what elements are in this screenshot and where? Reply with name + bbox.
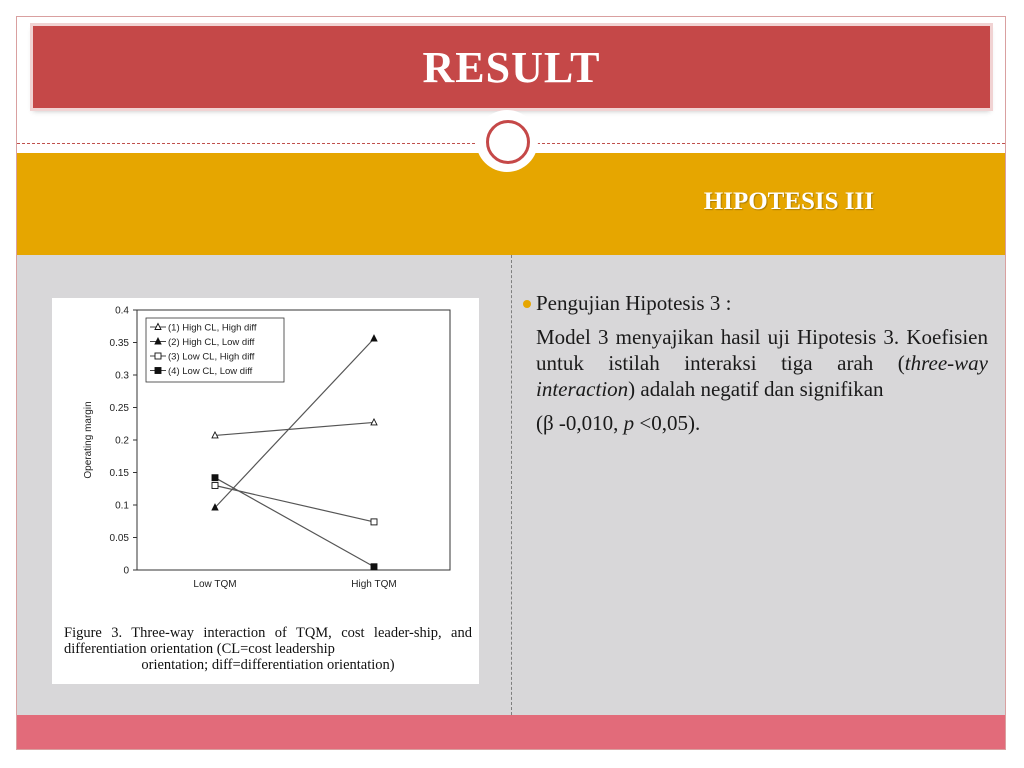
figure — [52, 298, 479, 684]
y-tick-label: 0.4 — [115, 305, 129, 317]
y-tick-label: 0.35 — [109, 338, 129, 349]
legend-label: (4) Low CL, Low diff — [168, 366, 253, 377]
y-tick-label: 0.1 — [115, 500, 129, 512]
body-text-part2: ) adalah negatif dan signifikan — [628, 377, 884, 401]
legend-label: (2) High CL, Low diff — [168, 337, 255, 348]
bullet-heading: Pengujian Hipotesis 3 : — [536, 291, 732, 315]
x-tick-label: High TQM — [351, 579, 397, 590]
legend-marker — [155, 353, 161, 359]
legend-marker — [155, 368, 161, 374]
figure-caption — [64, 625, 472, 673]
bullet-item — [536, 290, 988, 316]
text-column — [518, 290, 988, 436]
column-divider — [511, 255, 512, 715]
y-tick-label: 0.25 — [109, 403, 129, 414]
statistic-line — [536, 410, 988, 436]
body-paragraph — [536, 324, 988, 402]
title-bar — [33, 26, 990, 108]
data-point-series-3 — [371, 519, 377, 525]
y-tick-label: 0.05 — [109, 533, 129, 544]
decorative-ring-icon — [486, 120, 530, 164]
y-tick-label: 0.3 — [115, 370, 129, 382]
x-tick-label: Low TQM — [193, 579, 237, 590]
body-text-part1: Model 3 menyajikan hasil uji Hipotesis 3. Koefisien untuk istilah interaksi tiga arah ( — [536, 325, 988, 375]
data-point-series-3 — [212, 483, 218, 489]
stat-p: p — [623, 411, 635, 435]
line-chart — [52, 298, 479, 623]
y-tick-label: 0 — [123, 565, 129, 577]
series-line-4 — [215, 478, 374, 567]
y-tick-label: 0.15 — [109, 468, 129, 479]
data-point-series-2 — [371, 335, 377, 341]
data-point-series-1 — [371, 419, 377, 425]
legend-label: (3) Low CL, High diff — [168, 351, 255, 363]
figure-caption-last-line: orientation; diff=differentiation orientation) — [141, 657, 395, 673]
stat-prefix: (β -0,010, — [536, 411, 624, 435]
slide-subtitle: HIPOTESIS III — [703, 188, 874, 215]
footer-band — [17, 715, 1005, 749]
series-line-1 — [215, 422, 374, 435]
slide-title: RESULT — [422, 42, 601, 92]
bullet-dot-icon — [523, 300, 531, 308]
body-text-italic: three-way interaction — [536, 351, 988, 401]
y-axis-label: Operating margin — [83, 401, 94, 479]
figure-caption-text: Figure 3. Three-way interaction of TQM, cost leader-ship, and differentiation orientation (CL=cost leadership — [64, 625, 472, 657]
data-point-series-4 — [371, 564, 377, 570]
data-point-series-4 — [212, 475, 218, 481]
stat-suffix: <0,05). — [634, 411, 701, 435]
legend-label: (1) High CL, High diff — [168, 322, 257, 334]
y-tick-label: 0.2 — [115, 435, 129, 447]
